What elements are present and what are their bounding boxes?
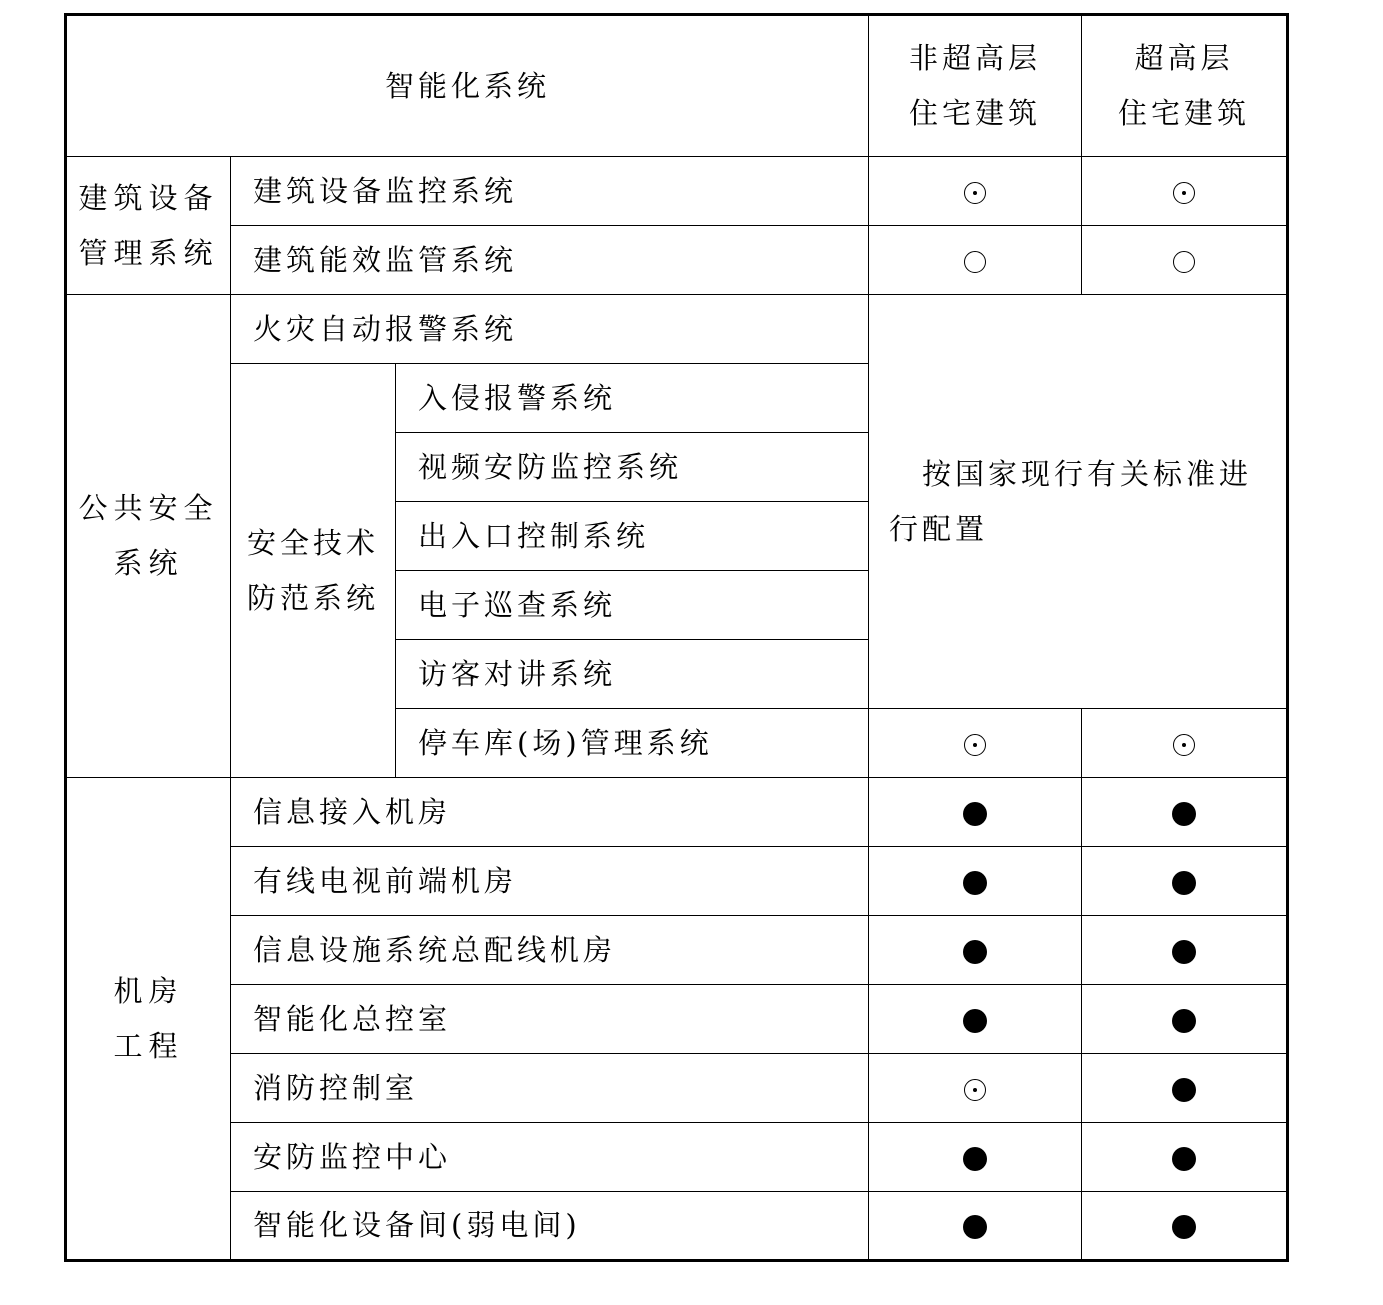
filled-circle-icon: [963, 802, 987, 826]
filled-circle-icon: [963, 940, 987, 964]
dot-circle-icon: [964, 1079, 986, 1101]
row-label: 信息接入机房: [231, 778, 869, 847]
mark-cell: [1082, 1054, 1288, 1123]
header-system: 智能化系统: [66, 15, 869, 157]
note-cell: [869, 295, 1288, 709]
dot-circle-icon: [1173, 734, 1195, 756]
mark-cell: [1082, 778, 1288, 847]
mark-cell: [869, 985, 1082, 1054]
mark-cell: [869, 916, 1082, 985]
row-label: 电子巡查系统: [396, 571, 869, 640]
mark-cell: [1082, 157, 1288, 226]
mark-cell: [1082, 226, 1288, 295]
row-label: 入侵报警系统: [396, 364, 869, 433]
header-high-rise-line2: 住宅建筑: [1117, 96, 1250, 130]
open-circle-icon: [1173, 251, 1195, 273]
table-row: [66, 295, 1288, 364]
group-security-tech: [231, 364, 396, 778]
filled-circle-icon: [1172, 1078, 1196, 1102]
mark-cell: [869, 157, 1082, 226]
note-line2: 行配置: [889, 511, 989, 546]
dot-circle-icon: [1173, 182, 1195, 204]
filled-circle-icon: [1172, 1147, 1196, 1171]
mark-cell: [1082, 709, 1288, 778]
row-label: 智能化设备间(弱电间): [231, 1192, 869, 1261]
group-label-line1: 安全技术: [246, 525, 379, 560]
header-non-high-rise-line2: 住宅建筑: [908, 96, 1041, 130]
group-public-security: [66, 295, 231, 778]
table-row: [66, 778, 1288, 847]
filled-circle-icon: [1172, 802, 1196, 826]
table-row: [66, 1123, 1288, 1192]
row-label: 建筑设备监控系统: [231, 157, 869, 226]
mark-cell: [869, 709, 1082, 778]
group-label-line1: 公共安全: [78, 491, 219, 525]
mark-cell: [1082, 847, 1288, 916]
mark-cell: [1082, 1123, 1288, 1192]
group-label-line1: 建筑设备: [78, 180, 219, 215]
dot-circle-icon: [964, 182, 986, 204]
row-label: 信息设施系统总配线机房: [231, 916, 869, 985]
table-row: [66, 985, 1288, 1054]
mark-cell: [869, 226, 1082, 295]
row-label: 有线电视前端机房: [231, 847, 869, 916]
header-high-rise-line1: 超高层: [1134, 41, 1234, 75]
header-row: [66, 15, 1288, 157]
table-row: [66, 157, 1288, 226]
mark-cell: [1082, 985, 1288, 1054]
table-row: [66, 226, 1288, 295]
mark-cell: [1082, 916, 1288, 985]
table-row: [66, 1192, 1288, 1261]
filled-circle-icon: [963, 1215, 987, 1239]
mark-cell: [869, 847, 1082, 916]
table-row: [66, 916, 1288, 985]
header-high-rise: [1082, 15, 1288, 157]
row-label: 智能化总控室: [231, 985, 869, 1054]
group-label-line2: 防范系统: [246, 580, 379, 615]
config-table: [64, 13, 1289, 1262]
dot-circle-icon: [964, 734, 986, 756]
row-label: 火灾自动报警系统: [231, 295, 869, 364]
row-label: 建筑能效监管系统: [231, 226, 869, 295]
row-label: 安防监控中心: [231, 1123, 869, 1192]
mark-cell: [869, 1054, 1082, 1123]
header-non-high-rise: [869, 15, 1082, 157]
group-label-line2: 系统: [113, 546, 184, 580]
filled-circle-icon: [1172, 1009, 1196, 1033]
filled-circle-icon: [1172, 871, 1196, 895]
group-building-equipment: [66, 157, 231, 295]
mark-cell: [1082, 1192, 1288, 1261]
row-label: 访客对讲系统: [396, 640, 869, 709]
mark-cell: [869, 1192, 1082, 1261]
row-label: 视频安防监控系统: [396, 433, 869, 502]
group-label-line2: 工程: [113, 1028, 184, 1063]
filled-circle-icon: [963, 1009, 987, 1033]
group-machine-room: [66, 778, 231, 1261]
filled-circle-icon: [1172, 940, 1196, 964]
row-label: 消防控制室: [231, 1054, 869, 1123]
mark-cell: [869, 1123, 1082, 1192]
filled-circle-icon: [963, 871, 987, 895]
row-label: 出入口控制系统: [396, 502, 869, 571]
header-non-high-rise-line1: 非超高层: [908, 41, 1041, 75]
table-row: [66, 847, 1288, 916]
table-row: [66, 1054, 1288, 1123]
row-label: 停车库(场)管理系统: [396, 709, 869, 778]
filled-circle-icon: [1172, 1215, 1196, 1239]
note-line1: 按国家现行有关标准进: [922, 456, 1253, 491]
filled-circle-icon: [963, 1147, 987, 1171]
mark-cell: [869, 778, 1082, 847]
group-label-line2: 管理系统: [78, 235, 219, 270]
open-circle-icon: [964, 251, 986, 273]
group-label-line1: 机房: [113, 973, 184, 1008]
